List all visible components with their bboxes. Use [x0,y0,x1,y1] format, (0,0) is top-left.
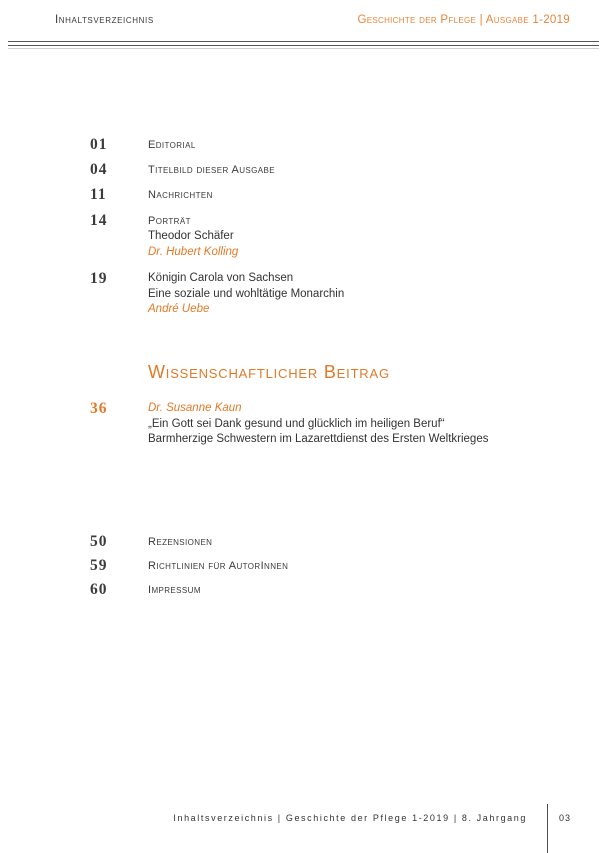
entry-label: Richtlinien für AutorInnen [148,560,289,572]
entry-author: Dr. Hubert Kolling [148,245,239,258]
toc-entry-wissenschaftlicher-beitrag [90,401,488,448]
entry-subtitle: Eine soziale und wohltätige Monarchin [148,287,345,300]
entry-title: Theodor Schäfer [148,230,234,242]
header-rule-shadow [8,48,599,49]
entry-label: Editorial [148,139,196,151]
header-issue-title: Geschichte der Pflege | Ausgabe 1-2019 [357,14,570,26]
toc-entry-nachrichten [90,187,213,203]
toc-entry-editorial [90,137,196,153]
footer-running-title: Inhaltsverzeichnis | Geschichte der Pflege 1-2019 | 8. Jahrgang [173,813,527,823]
toc-entry-impressum [90,582,201,598]
entry-author: Dr. Susanne Kaun [148,402,242,414]
footer-divider [547,804,548,853]
page-number: 50 [90,533,108,550]
entry-title: Königin Carola von Sachsen [148,272,294,284]
section-heading-wissenschaftlicher-beitrag: Wissenschaftlicher Beitrag [148,362,390,382]
toc-entry-portraet [90,213,238,260]
entry-label: Titelbild dieser Ausgabe [148,164,275,176]
entry-label: Porträt [148,215,191,227]
page-number: 14 [90,212,108,229]
page-number: 36 [90,400,108,417]
entry-title: „Ein Gott sei Dank gesund und glücklich im heiligen Beruf“ [148,417,445,430]
toc-entry-rezensionen [90,534,212,550]
entry-label: Impressum [148,584,201,596]
page-number: 11 [90,186,107,203]
footer-page-number: 03 [559,813,572,823]
header-section-title: Inhaltsverzeichnis [55,14,154,26]
entry-label: Nachrichten [148,189,213,201]
toc-entry-titelbild [90,162,275,178]
entry-label: Rezensionen [148,536,213,548]
entry-author: André Uebe [148,303,210,315]
toc-entry-koenigin-carola [90,271,344,318]
page-number: 59 [90,557,108,574]
page-number: 60 [90,581,108,598]
entry-subtitle: Barmherzige Schwestern im Lazarettdienst des Ersten Weltkrieges [148,433,489,445]
page-number: 01 [90,136,108,153]
page-number: 19 [90,270,108,287]
header-rule [8,41,599,46]
toc-entry-richtlinien [90,558,288,574]
page-number: 04 [90,161,108,178]
